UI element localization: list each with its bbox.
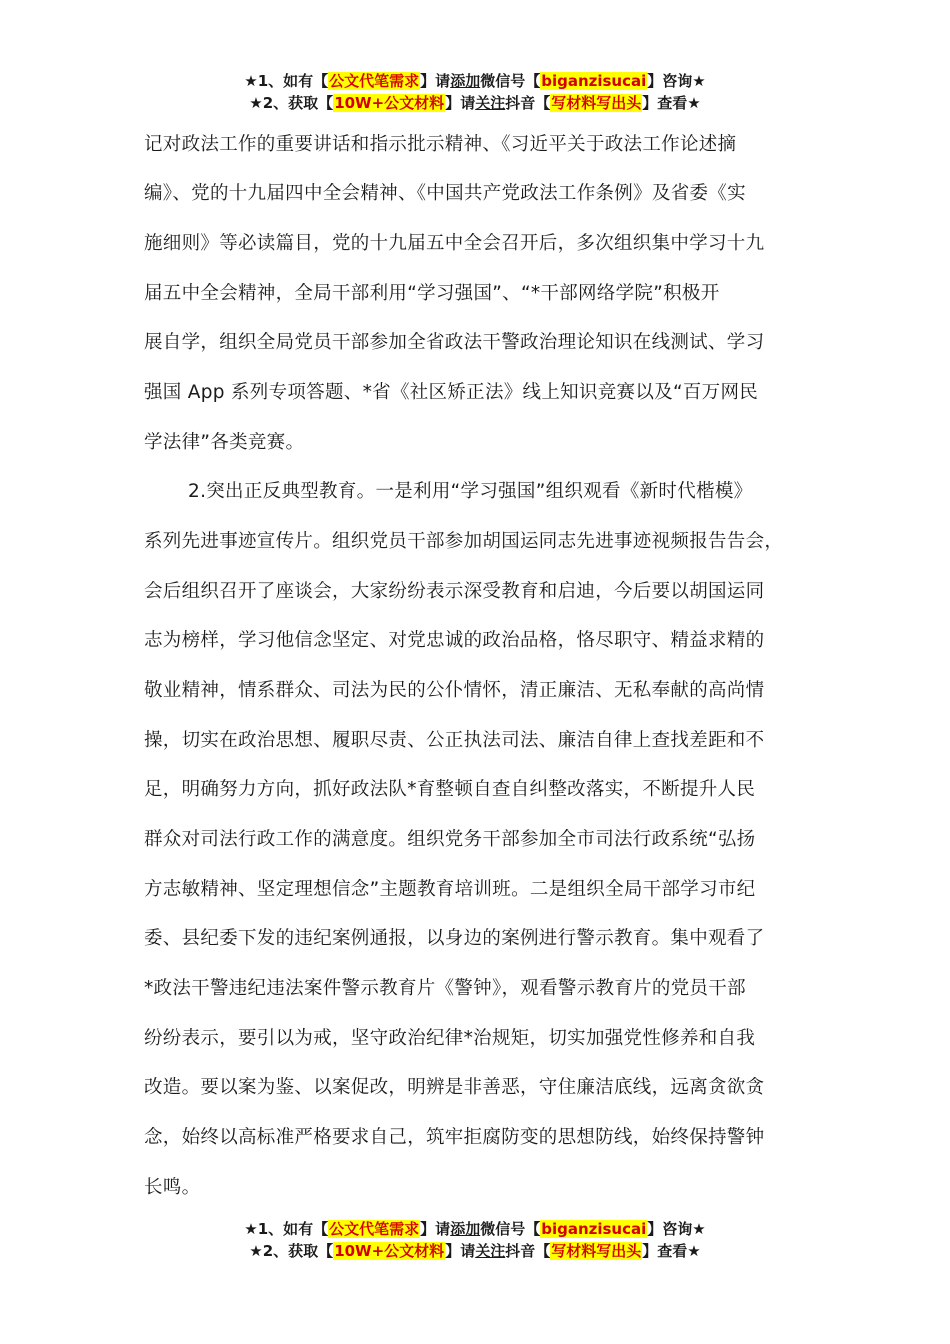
body-line: 编》、党的十九届四中全会精神、《中国共产党政法工作条例》及省委《实 bbox=[144, 183, 746, 204]
banner-line-1 bbox=[0, 1218, 950, 1240]
body-line: 念，始终以高标准严格要求自己，筑牢拒腐防变的思想防线，始终保持警钟 bbox=[144, 1127, 765, 1148]
body-line: 会后组织召开了座谈会，大家纷纷表示深受教育和启迪，今后要以胡国运同 bbox=[144, 581, 765, 602]
banner-underline: 关注 bbox=[475, 1242, 506, 1260]
paragraph-heading: 2.突出正反典型教育。一是利用“学习强国”组织观看《新时代楷模》 bbox=[188, 481, 753, 502]
header-banner bbox=[0, 70, 950, 114]
body-line: 足，明确努力方向，抓好政法队*育整顿自查自纠整改落实，不断提升人民 bbox=[144, 779, 756, 800]
body-line: 纷纷表示，要引以为戒，坚守政治纪律*治规矩，切实加强党性修养和自我 bbox=[144, 1028, 756, 1049]
banner-text: 】咨询★ bbox=[647, 72, 706, 90]
banner-highlight: 公文代笔需求 bbox=[329, 1220, 420, 1238]
body-line: 强国 App 系列专项答题、*省《社区矫正法》线上知识竞赛以及“百万网民 bbox=[144, 382, 759, 403]
banner-underline: 关注 bbox=[475, 94, 506, 112]
banner-highlight: 10W+公文材料 bbox=[334, 1242, 445, 1260]
banner-text: 抖音【 bbox=[505, 94, 551, 112]
banner-highlight: 10W+公文材料 bbox=[334, 94, 445, 112]
body-line: 志为榜样，学习他信念坚定、对党忠诚的政治品格，恪尽职守、精益求精的 bbox=[144, 630, 765, 651]
douyin-id-highlight: 写材料写出头 bbox=[551, 1242, 642, 1260]
douyin-id-highlight: 写材料写出头 bbox=[551, 94, 642, 112]
body-line: 展自学，组织全局党员干部参加全省政法干警政治理论知识在线测试、学习 bbox=[144, 332, 765, 353]
banner-underline: 添加 bbox=[450, 72, 481, 90]
banner-text: ★1、如有【 bbox=[244, 72, 329, 90]
body-line: 敬业精神，情系群众、司法为民的公仆情怀，清正廉洁、无私奉献的高尚情 bbox=[144, 680, 765, 701]
banner-text: ★2、获取【 bbox=[249, 94, 334, 112]
wechat-id-highlight: biganzisucai bbox=[541, 72, 647, 90]
wechat-id-highlight: biganzisucai bbox=[541, 1220, 647, 1238]
body-line: 记对政法工作的重要讲话和指示批示精神、《习近平关于政法工作论述摘 bbox=[144, 134, 737, 155]
banner-text: 】咨询★ bbox=[647, 1220, 706, 1238]
banner-line-2 bbox=[0, 1240, 950, 1262]
banner-text: 微信号【 bbox=[480, 1220, 541, 1238]
body-line: 学法律”各类竞赛。 bbox=[144, 432, 305, 453]
body-line: 委、县纪委下发的违纪案例通报，以身边的案例进行警示教育。集中观看了 bbox=[144, 928, 765, 949]
banner-text: 微信号【 bbox=[480, 72, 541, 90]
body-line: 施细则》等必读篇目，党的十九届五中全会召开后，多次组织集中学习十九 bbox=[144, 233, 765, 254]
banner-line-1 bbox=[0, 70, 950, 92]
body-line: 方志敏精神、坚定理想信念”主题教育培训班。二是组织全局干部学习市纪 bbox=[144, 879, 756, 900]
body-line: 系列先进事迹宣传片。组织党员干部参加胡国运同志先进事迹视频报告告会， bbox=[144, 531, 784, 552]
body-line: 届五中全会精神，全局干部利用“学习强国”、“*干部网络学院”积极开 bbox=[144, 283, 720, 304]
banner-text: 】请 bbox=[445, 94, 476, 112]
body-line: 群众对司法行政工作的满意度。组织党务干部参加全市司法行政系统“弘扬 bbox=[144, 829, 756, 850]
banner-line-2 bbox=[0, 92, 950, 114]
banner-text: 】请 bbox=[445, 1242, 476, 1260]
body-line: 长鸣。 bbox=[144, 1177, 201, 1198]
banner-text: 】请 bbox=[420, 72, 451, 90]
banner-text: 】查看★ bbox=[642, 1242, 701, 1260]
body-line: 改造。要以案为鉴、以案促改，明辨是非善恶，守住廉洁底线，远离贪欲贪 bbox=[144, 1077, 765, 1098]
banner-text: ★2、获取【 bbox=[249, 1242, 334, 1260]
banner-text: 】查看★ bbox=[642, 94, 701, 112]
body-line: 操，切实在政治思想、履职尽责、公正执法司法、廉洁自律上查找差距和不 bbox=[144, 730, 765, 751]
banner-text: ★1、如有【 bbox=[244, 1220, 329, 1238]
banner-text: 抖音【 bbox=[505, 1242, 551, 1260]
banner-underline: 添加 bbox=[450, 1220, 481, 1238]
banner-text: 】请 bbox=[420, 1220, 451, 1238]
footer-banner bbox=[0, 1218, 950, 1262]
body-line: *政法干警违纪违法案件警示教育片《警钟》，观看警示教育片的党员干部 bbox=[144, 978, 746, 999]
banner-highlight: 公文代笔需求 bbox=[329, 72, 420, 90]
